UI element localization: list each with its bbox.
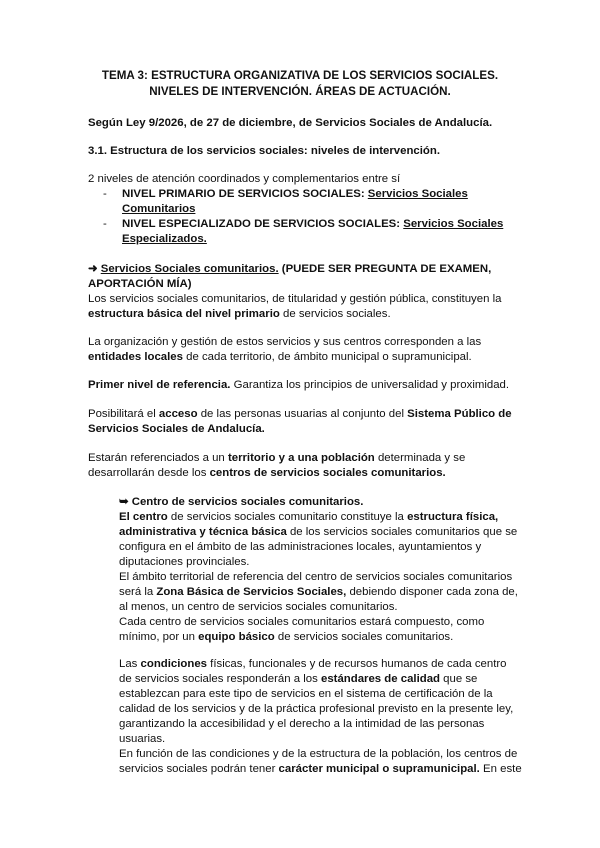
cond-l8-b: En este xyxy=(479,763,522,775)
center-l6-bold: Zona Básica de Servicios Sociales, xyxy=(156,586,347,598)
paragraph-1 xyxy=(88,292,501,322)
p2-line-1: La organización y gestión de estos servicios y sus centros corresponden a las xyxy=(88,336,482,348)
bullet-marker: - xyxy=(103,218,107,230)
exam-note: (PUEDE SER PREGUNTA DE EXAMEN, xyxy=(278,263,492,275)
p5-bold-1: territorio y a una población xyxy=(227,452,375,464)
center-l1-bold-2: estructura física, xyxy=(407,511,499,523)
center-l1-mid: de servicios sociales comunitario constituye la xyxy=(167,511,408,523)
center-l9-bold: equipo básico xyxy=(198,631,275,643)
level-item-primary xyxy=(103,187,523,217)
arrow-right-icon: ➜ xyxy=(88,263,98,275)
level-name: Servicios Sociales xyxy=(403,218,504,230)
law-reference: Según Ley 9/2026, de 27 de diciembre, de Servicios Sociales de Andalucía. xyxy=(88,117,493,129)
p1-end: de servicios sociales. xyxy=(279,308,391,320)
paragraph-4 xyxy=(88,407,512,437)
cond-l3: establezcan para este tipo de servicios en el sistema de certificación de la xyxy=(119,688,493,700)
center-section xyxy=(119,495,518,645)
center-l3: configura en el ámbito de las administraciones locales, ayuntamientos y xyxy=(119,541,482,553)
levels-list xyxy=(103,187,523,247)
p5-b: determinada y se xyxy=(374,452,466,464)
center-heading: Centro de servicios sociales comunitarios. xyxy=(131,496,364,508)
level-name: Servicios Sociales xyxy=(367,188,468,200)
center-l2-bold: administrativa y técnica básica xyxy=(119,526,287,538)
cond-l1-bold: condiciones xyxy=(140,658,207,670)
center-l7: al menos, un centro de servicios sociales comunitarios. xyxy=(119,601,398,613)
community-heading: Servicios Sociales comunitarios. xyxy=(100,263,279,275)
p1-bold: estructura básica del nivel primario xyxy=(88,308,280,320)
p4-a: Posibilitará el xyxy=(88,408,159,420)
p4-b: de las personas usuarias al conjunto del xyxy=(197,408,408,420)
conditions-section xyxy=(119,657,522,777)
center-l6-b: debiendo disponer cada zona de, xyxy=(346,586,518,598)
level-prefix: NIVEL PRIMARIO DE SERVICIOS SOCIALES: xyxy=(122,188,365,200)
section-heading: 3.1. Estructura de los servicios sociales: niveles de intervención. xyxy=(88,145,440,157)
arrow-curved-icon: ➥ xyxy=(119,496,129,508)
title-line-1: TEMA 3: ESTRUCTURA ORGANIZATIVA DE LOS SERVICIOS SOCIALES. xyxy=(101,69,499,82)
cond-l2-a: de servicios sociales responderán a los xyxy=(119,673,321,685)
paragraph-2 xyxy=(88,335,481,365)
p2-end: de cada territorio, de ámbito municipal o supramunicipal. xyxy=(182,351,472,363)
center-l2-end: de los servicios sociales comunitarios que se xyxy=(286,526,518,538)
center-l9-b: de servicios sociales comunitarios. xyxy=(274,631,454,643)
cond-l5: garantizando la accesibilidad y el derecho a la intimidad de las personas xyxy=(119,718,485,730)
p3-bold: Primer nivel de referencia. xyxy=(88,379,231,391)
p3-end: Garantiza los principios de universalidad y proximidad. xyxy=(230,379,510,391)
title-line-2: NIVELES DE INTERVENCIÓN. ÁREAS DE ACTUACIÓN. xyxy=(149,85,451,98)
level-prefix: NIVEL ESPECIALIZADO DE SERVICIOS SOCIALES: xyxy=(122,218,401,230)
level-name-cont: Comunitarios xyxy=(122,203,196,215)
p5-bold-2: centros de servicios sociales comunitarios. xyxy=(209,467,446,479)
center-l1-bold: El centro xyxy=(119,511,168,523)
center-l9-a: mínimo, por un xyxy=(119,631,199,643)
cond-l2-bold: estándares de calidad xyxy=(320,673,441,685)
cond-l7: En función de las condiciones y de la estructura de la población, los centros de xyxy=(119,748,518,760)
p5-c: desarrollarán desde los xyxy=(88,467,210,479)
center-l8: Cada centro de servicios sociales comunitarios estará compuesto, como xyxy=(119,616,485,628)
center-l5: El ámbito territorial de referencia del centro de servicios sociales comunitarios xyxy=(119,571,513,583)
p4-bold-1: acceso xyxy=(158,408,198,420)
cond-l1-b: físicas, funcionales y de recursos humanos de cada centro xyxy=(207,658,507,670)
cond-l6: usuarias. xyxy=(119,733,166,745)
cond-l1-a: Las xyxy=(119,658,141,670)
cond-l8-bold: carácter municipal o supramunicipal. xyxy=(278,763,480,775)
center-l4: diputaciones provinciales. xyxy=(119,556,250,568)
levels-intro: 2 niveles de atención coordinados y complementarios entre sí xyxy=(88,173,401,185)
level-item-specialized xyxy=(103,217,523,247)
level-name-cont: Especializados. xyxy=(122,233,207,245)
cond-l2-b: que se xyxy=(440,673,478,685)
p4-bold-2: Sistema Público de xyxy=(407,408,512,420)
cond-l4: calidad de los servicios y de la práctica profesional previsto en la presente ley, xyxy=(119,703,514,715)
cond-l8-a: servicios sociales podrán tener xyxy=(119,763,279,775)
document-title xyxy=(0,68,600,100)
bullet-marker: - xyxy=(103,188,107,200)
paragraph-3 xyxy=(88,378,509,393)
center-l6-a: será la xyxy=(119,586,157,598)
paragraph-5 xyxy=(88,451,465,481)
p4-line-2: Servicios Sociales de Andalucía. xyxy=(88,423,265,435)
p5-a: Estarán referenciados a un xyxy=(88,452,228,464)
p2-bold: entidades locales xyxy=(88,351,183,363)
exam-note-cont: APORTACIÓN MÍA) xyxy=(88,278,192,290)
community-services-heading xyxy=(88,262,491,292)
p1-line-1: Los servicios sociales comunitarios, de titularidad y gestión pública, constituyen la xyxy=(88,293,502,305)
